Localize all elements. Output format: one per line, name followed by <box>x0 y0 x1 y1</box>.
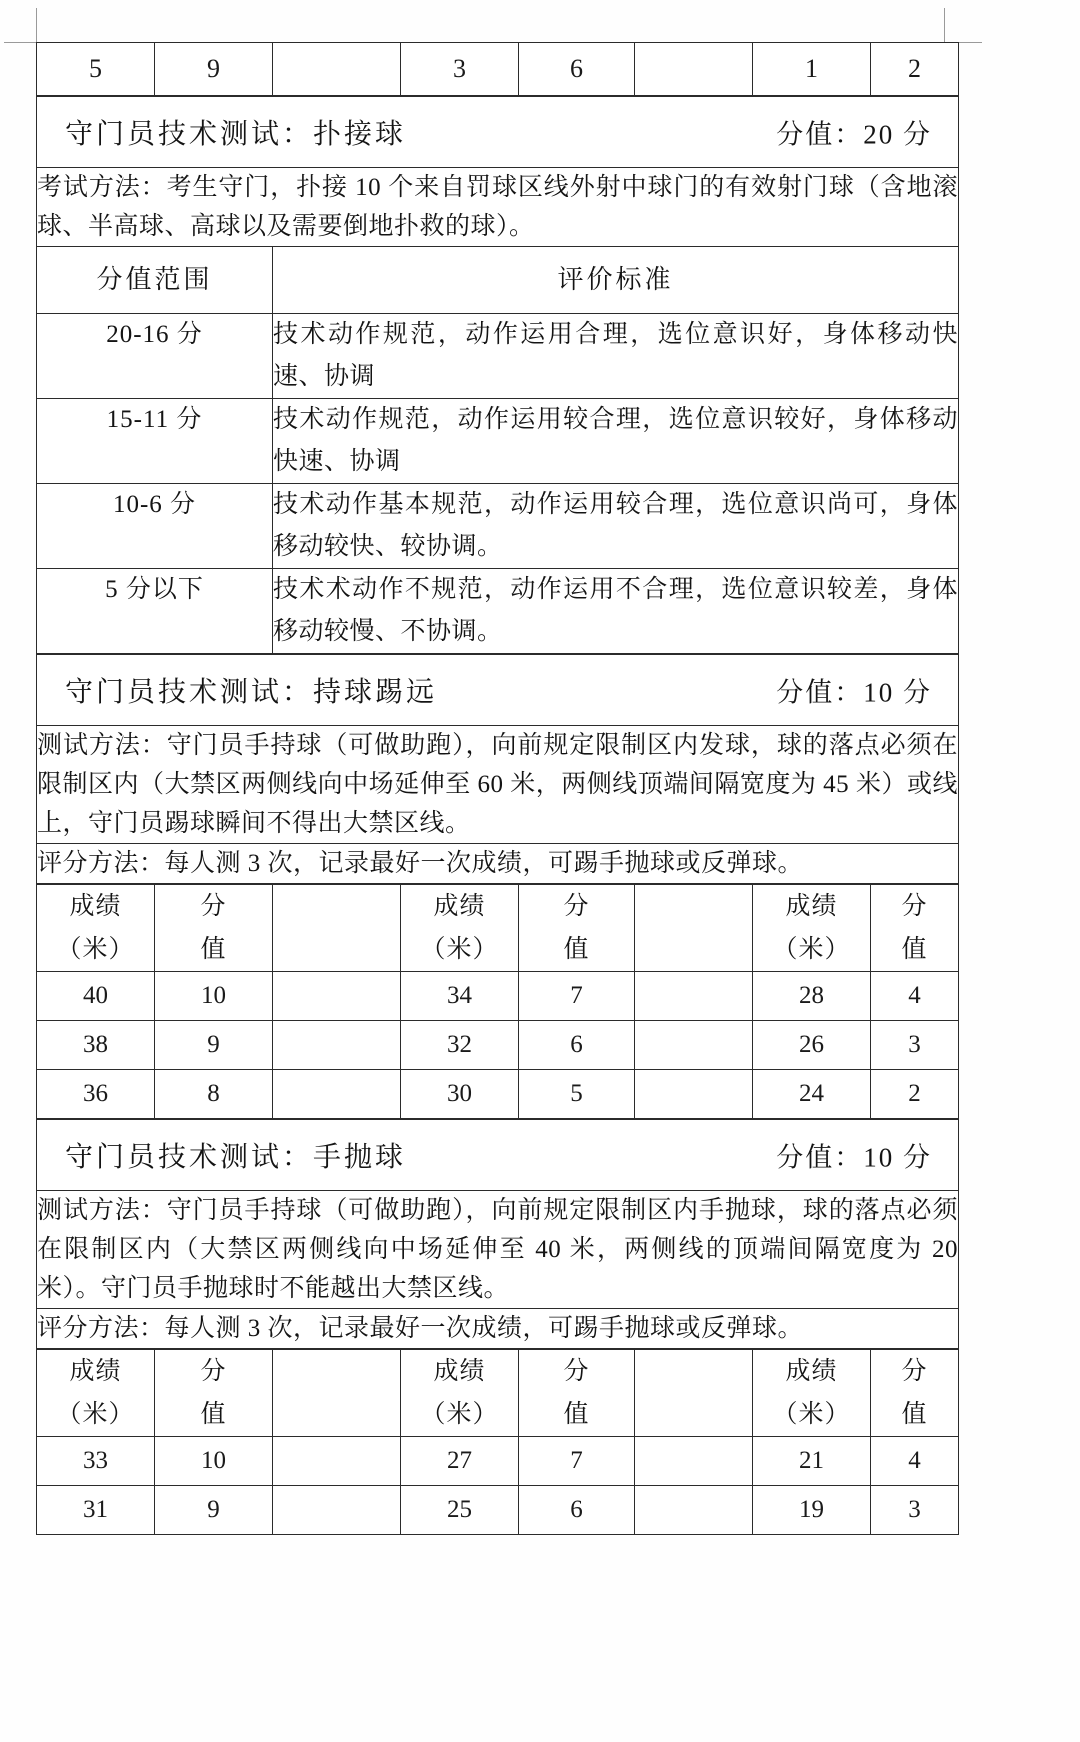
section-kick-distance-header <box>37 655 959 726</box>
kd-header-result-3 <box>753 885 871 972</box>
top-cell-6 <box>635 43 753 96</box>
kd-r1-c3 <box>273 972 401 1021</box>
criteria-text-4: 技术术动作不规范，动作运用不合理，选位意识较差，身体移动较慢、不协调。 <box>273 569 959 654</box>
ht-r1-c4: 27 <box>401 1437 519 1486</box>
criteria-header-range: 分值范围 <box>37 247 273 314</box>
ht-r2-c5: 6 <box>519 1486 635 1535</box>
section-header-row <box>37 1120 959 1191</box>
kd-r3-c5: 5 <box>519 1070 635 1119</box>
section-header-row <box>37 97 959 168</box>
score-header-row <box>37 1350 959 1437</box>
kd-header-score-1-line1: 分 <box>200 893 227 920</box>
kd-r3-c6 <box>635 1070 753 1119</box>
section-scoring-row <box>37 1309 959 1349</box>
section-kick-distance-method-text: 测试方法：守门员手持球（可做助跑），向前规定限制区内发球，球的落点必须在限制区内（大禁区两侧线向中场延伸至 60 米，两侧线顶端间隔宽度为 45 米）或线上，守门员踢球瞬间不得出大禁区线。 <box>37 726 959 844</box>
kd-r2-c7: 26 <box>753 1021 871 1070</box>
criteria-text-3: 技术动作基本规范，动作运用较合理，选位意识尚可，身体移动较快、较协调。 <box>273 484 959 569</box>
kd-header-result-1-line1: 成绩 <box>69 893 122 920</box>
ht-header-result-3-line2: （米） <box>772 1401 851 1428</box>
ht-r2-c7: 19 <box>753 1486 871 1535</box>
ht-header-score-2-line2: 值 <box>563 1401 590 1428</box>
ht-header-result-1-line2: （米） <box>56 1401 135 1428</box>
criteria-header-row <box>37 247 959 314</box>
ht-header-score-1 <box>155 1350 273 1437</box>
kd-r2-c3 <box>273 1021 401 1070</box>
kd-r1-c6 <box>635 972 753 1021</box>
kd-header-result-2-line1: 成绩 <box>433 893 486 920</box>
kd-header-result-1 <box>37 885 155 972</box>
hand-throw-score-table <box>36 1349 959 1535</box>
section-kick-distance-scoring-text: 评分方法：每人测 3 次，记录最好一次成绩，可踢手抛球或反弹球。 <box>37 844 959 884</box>
table-row <box>37 1437 959 1486</box>
table-row <box>37 43 959 96</box>
kd-header-score-3-line1: 分 <box>901 893 928 920</box>
kd-r1-c4: 34 <box>401 972 519 1021</box>
ht-header-score-1-line1: 分 <box>200 1358 227 1385</box>
ht-header-score-1-line2: 值 <box>200 1401 227 1428</box>
criteria-header-standard: 评价标准 <box>273 247 959 314</box>
top-cell-2: 9 <box>155 43 273 96</box>
kd-header-result-1-line2: （米） <box>56 936 135 963</box>
ht-header-score-2 <box>519 1350 635 1437</box>
kd-r1-c2: 10 <box>155 972 273 1021</box>
kd-r1-c5: 7 <box>519 972 635 1021</box>
kd-header-spacer-2 <box>635 885 753 972</box>
section-catching-title: 守门员技术测试：扑接球 <box>65 119 407 150</box>
section-method-row <box>37 1191 959 1309</box>
kd-header-score-1-line2: 值 <box>200 936 227 963</box>
section-catching-method-text: 考试方法：考生守门，扑接 10 个来自罚球区线外射中球门的有效射门球（含地滚球、半高球、高球以及需要倒地扑救的球）。 <box>37 168 959 247</box>
table-row <box>37 1070 959 1119</box>
kd-header-result-2 <box>401 885 519 972</box>
section-kick-distance-points: 分值：10 分 <box>776 677 932 708</box>
ht-r1-c2: 10 <box>155 1437 273 1486</box>
ht-header-result-3 <box>753 1350 871 1437</box>
kd-header-score-2-line1: 分 <box>563 893 590 920</box>
ht-header-result-3-line1: 成绩 <box>785 1358 838 1385</box>
criteria-range-2: 15-11 分 <box>37 399 273 484</box>
kd-r2-c8: 3 <box>871 1021 959 1070</box>
ht-header-score-3-line1: 分 <box>901 1358 928 1385</box>
top-cell-4: 3 <box>401 43 519 96</box>
section-kick-distance-table <box>36 654 959 884</box>
table-row <box>37 569 959 654</box>
ht-header-result-2-line1: 成绩 <box>433 1358 486 1385</box>
section-hand-throw-header <box>37 1120 959 1191</box>
kd-header-result-3-line2: （米） <box>772 936 851 963</box>
ht-r1-c3 <box>273 1437 401 1486</box>
kd-header-score-3 <box>871 885 959 972</box>
kd-r3-c2: 8 <box>155 1070 273 1119</box>
criteria-range-1: 20-16 分 <box>37 314 273 399</box>
kd-header-result-3-line1: 成绩 <box>785 893 838 920</box>
section-kick-distance-title: 守门员技术测试：持球踢远 <box>65 677 438 708</box>
kd-r2-c4: 32 <box>401 1021 519 1070</box>
section-hand-throw-title: 守门员技术测试：手抛球 <box>65 1142 407 1173</box>
criteria-range-3: 10-6 分 <box>37 484 273 569</box>
kd-header-result-2-line2: （米） <box>420 936 499 963</box>
kd-r1-c8: 4 <box>871 972 959 1021</box>
kd-r3-c1: 36 <box>37 1070 155 1119</box>
ht-header-spacer-2 <box>635 1350 753 1437</box>
score-header-row <box>37 885 959 972</box>
section-hand-throw-points: 分值：10 分 <box>776 1142 932 1173</box>
top-cell-7: 1 <box>753 43 871 96</box>
ht-r1-c7: 21 <box>753 1437 871 1486</box>
kd-header-spacer-1 <box>273 885 401 972</box>
table-row <box>37 399 959 484</box>
ht-r1-c6 <box>635 1437 753 1486</box>
ht-header-result-2-line2: （米） <box>420 1401 499 1428</box>
document-sheet <box>36 42 958 1535</box>
section-catching-header <box>37 97 959 168</box>
ht-header-result-2 <box>401 1350 519 1437</box>
section-scoring-row <box>37 844 959 884</box>
kd-r3-c8: 2 <box>871 1070 959 1119</box>
criteria-text-2: 技术动作规范，动作运用较合理，选位意识较好，身体移动快速、协调 <box>273 399 959 484</box>
ht-r1-c1: 33 <box>37 1437 155 1486</box>
kd-header-score-2 <box>519 885 635 972</box>
kd-header-score-3-line2: 值 <box>901 936 928 963</box>
top-cell-3 <box>273 43 401 96</box>
kd-r1-c1: 40 <box>37 972 155 1021</box>
section-catching-table <box>36 96 959 654</box>
top-cell-1: 5 <box>37 43 155 96</box>
kd-r3-c7: 24 <box>753 1070 871 1119</box>
kd-r2-c5: 6 <box>519 1021 635 1070</box>
kd-r2-c2: 9 <box>155 1021 273 1070</box>
table-row <box>37 314 959 399</box>
ht-header-score-2-line1: 分 <box>563 1358 590 1385</box>
table-row <box>37 1486 959 1535</box>
ht-header-score-3 <box>871 1350 959 1437</box>
top-cell-5: 6 <box>519 43 635 96</box>
ht-r2-c2: 9 <box>155 1486 273 1535</box>
section-catching-points: 分值：20 分 <box>776 119 932 150</box>
section-hand-throw-table <box>36 1119 959 1349</box>
table-row <box>37 484 959 569</box>
top-number-row-table <box>36 42 959 96</box>
kick-distance-score-table <box>36 884 959 1119</box>
ht-header-result-1-line1: 成绩 <box>69 1358 122 1385</box>
kd-header-score-1 <box>155 885 273 972</box>
ht-r2-c6 <box>635 1486 753 1535</box>
kd-r2-c1: 38 <box>37 1021 155 1070</box>
ht-r2-c4: 25 <box>401 1486 519 1535</box>
ht-r2-c1: 31 <box>37 1486 155 1535</box>
kd-r3-c3 <box>273 1070 401 1119</box>
ht-header-score-3-line2: 值 <box>901 1401 928 1428</box>
ht-r2-c8: 3 <box>871 1486 959 1535</box>
ht-header-spacer-1 <box>273 1350 401 1437</box>
section-header-row <box>37 655 959 726</box>
section-hand-throw-scoring-text: 评分方法：每人测 3 次，记录最好一次成绩，可踢手抛球或反弹球。 <box>37 1309 959 1349</box>
kd-r1-c7: 28 <box>753 972 871 1021</box>
top-cell-8: 2 <box>871 43 959 96</box>
kd-r3-c4: 30 <box>401 1070 519 1119</box>
ht-header-result-1 <box>37 1350 155 1437</box>
table-row <box>37 1021 959 1070</box>
kd-r2-c6 <box>635 1021 753 1070</box>
section-method-row <box>37 726 959 844</box>
section-hand-throw-method-text: 测试方法：守门员手持球（可做助跑），向前规定限制区内手抛球，球的落点必须在限制区内（大禁区两侧线向中场延伸至 40 米，两侧线的顶端间隔宽度为 20 米）。守门员手抛球时不能越出大禁区线。 <box>37 1191 959 1309</box>
criteria-text-1: 技术动作规范，动作运用合理，选位意识好，身体移动快速、协调 <box>273 314 959 399</box>
ht-r1-c8: 4 <box>871 1437 959 1486</box>
section-method-row <box>37 168 959 247</box>
kd-header-score-2-line2: 值 <box>563 936 590 963</box>
ht-r1-c5: 7 <box>519 1437 635 1486</box>
table-row <box>37 972 959 1021</box>
ht-r2-c3 <box>273 1486 401 1535</box>
criteria-range-4: 5 分以下 <box>37 569 273 654</box>
